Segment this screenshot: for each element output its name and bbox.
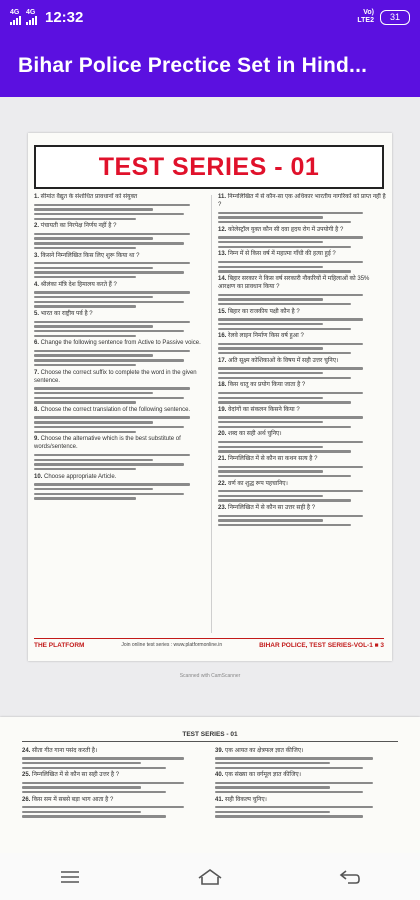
option-line xyxy=(22,767,166,769)
option-line xyxy=(22,782,184,784)
question-number: 14. xyxy=(218,275,229,282)
option-line xyxy=(215,762,330,764)
option-line xyxy=(34,454,190,456)
battery-icon xyxy=(380,10,410,25)
question-text: निम्न में से किस वर्ष में महात्मा गाँधी की हत्या हुई ? xyxy=(228,251,336,258)
option-line xyxy=(218,236,363,238)
option-line xyxy=(218,347,323,349)
option-line xyxy=(218,475,351,477)
option-line xyxy=(34,305,136,307)
option-line xyxy=(34,497,136,499)
question-item xyxy=(34,473,204,500)
questions-left-column xyxy=(34,193,204,633)
option-line xyxy=(34,416,190,418)
question-item xyxy=(34,310,204,337)
question-text: एक आयत का क्षेत्रफल ज्ञात कीजिए। xyxy=(225,748,304,754)
option-line xyxy=(218,426,351,428)
question-number: 16. xyxy=(218,333,229,340)
question-text: पंचायती का निरपेक्ष निर्णय नहीं है ? xyxy=(40,223,117,230)
option-line xyxy=(218,328,351,330)
option-line xyxy=(218,397,323,399)
footer-brand: THE PLATFORM xyxy=(34,641,85,649)
option-line xyxy=(22,815,166,817)
option-line xyxy=(218,318,363,320)
option-line xyxy=(218,441,363,443)
page2-header: TEST SERIES - 01 xyxy=(182,731,238,738)
option-line xyxy=(218,303,351,305)
option-line xyxy=(34,218,136,220)
question-item xyxy=(34,369,204,404)
option-line xyxy=(218,377,351,379)
option-line xyxy=(218,499,351,501)
option-line xyxy=(34,401,136,403)
option-line xyxy=(34,392,153,394)
column-divider xyxy=(211,195,212,633)
question-text: सीता गीत गाना पसंद करती है। xyxy=(32,748,98,754)
footer-series: BIHAR POLICE, TEST SERIES-VOL-1 ■ 3 xyxy=(259,641,384,649)
questions-right-column xyxy=(218,193,388,633)
option-line xyxy=(215,811,330,813)
option-line xyxy=(215,757,373,759)
option-line xyxy=(34,483,190,485)
page2-rule xyxy=(22,741,398,742)
question-number: 17. xyxy=(218,357,229,364)
option-line xyxy=(34,364,136,366)
option-line xyxy=(34,301,184,303)
option-line xyxy=(22,806,184,808)
option-line xyxy=(34,291,190,293)
page2-right-column xyxy=(215,747,395,820)
question-text: Choose the correct translation of the following sentence. xyxy=(40,406,191,413)
volte-top: Vo) xyxy=(363,9,374,16)
question-number: 5. xyxy=(34,311,41,317)
test-series-banner xyxy=(34,145,384,189)
network-type-1: 4G xyxy=(10,9,20,16)
option-line xyxy=(218,352,351,354)
question-item xyxy=(218,455,388,477)
page-footer xyxy=(34,638,384,651)
option-line xyxy=(218,216,323,218)
question-text: किस सम में सबसे बड़ा भाग आता है ? xyxy=(32,796,114,803)
option-line xyxy=(218,421,323,423)
option-line xyxy=(34,426,184,428)
question-text: रेलवे लाइन निर्माण किस वर्ष हुआ ? xyxy=(228,333,304,340)
question-item xyxy=(218,504,388,526)
question-text: Choose the correct suffix to complete the word in the given sentence. xyxy=(34,369,197,384)
question-number: 11. xyxy=(218,194,228,200)
question-number: 8. xyxy=(34,406,41,413)
question-number: 9. xyxy=(34,436,41,443)
question-number: 40. xyxy=(215,772,226,779)
option-line xyxy=(215,767,363,769)
option-line xyxy=(218,246,351,248)
option-line xyxy=(218,261,363,263)
question-number: 24. xyxy=(22,748,33,754)
question-item xyxy=(22,747,202,769)
option-line xyxy=(218,343,363,345)
question-item xyxy=(218,193,388,223)
option-line xyxy=(34,493,184,495)
question-number: 26. xyxy=(22,796,33,803)
option-line xyxy=(218,372,323,374)
question-item xyxy=(218,308,388,330)
question-text: निम्नलिखित में से कौन सा सही उत्तर है ? xyxy=(32,772,120,779)
option-line xyxy=(34,247,136,249)
question-text: बिहार का राजकीय पक्षी कौन है ? xyxy=(228,308,300,315)
option-line xyxy=(215,786,330,788)
option-line xyxy=(34,431,136,433)
question-item xyxy=(34,222,204,249)
question-number: 23. xyxy=(218,505,229,512)
option-line xyxy=(218,367,363,369)
option-line xyxy=(34,459,153,461)
question-number: 4. xyxy=(34,281,41,288)
question-number: 21. xyxy=(218,456,229,463)
status-bar xyxy=(0,0,420,34)
back-button[interactable] xyxy=(330,862,370,892)
option-line xyxy=(215,791,363,793)
question-item xyxy=(218,480,388,502)
option-line xyxy=(34,262,190,264)
option-line xyxy=(218,524,351,526)
question-text: Change the following sentence from Active to Passive voice. xyxy=(40,340,201,347)
question-number: 22. xyxy=(218,480,229,487)
recents-button[interactable] xyxy=(50,862,90,892)
option-line xyxy=(22,791,166,793)
question-item xyxy=(218,357,388,379)
option-line xyxy=(218,470,323,472)
question-item xyxy=(34,339,204,366)
question-item xyxy=(22,796,202,818)
question-item xyxy=(34,252,204,279)
question-text: सीमांत वैद्युत के संशोधित प्रावधानों को संयुक्त xyxy=(40,194,138,200)
back-icon xyxy=(338,868,362,886)
question-item xyxy=(22,771,202,793)
status-time: 12:32 xyxy=(45,8,84,26)
question-text: श्रीलंका मंत्रि देश हिमालय करते हैं ? xyxy=(40,281,117,288)
option-line xyxy=(22,757,184,759)
question-text: निम्नलिखित में से कौन सा कथन सत्य है ? xyxy=(228,456,318,463)
footer-website: Join online test series : www.platformonline.in xyxy=(121,642,223,648)
home-button[interactable] xyxy=(190,862,230,892)
question-item xyxy=(215,747,395,769)
option-line xyxy=(22,811,141,813)
question-number: 10. xyxy=(34,473,45,480)
volte-bottom: LTE2 xyxy=(357,17,374,24)
question-text: किसने निम्नलिखित किस लिए शुरू किया था ? xyxy=(40,252,140,259)
question-item xyxy=(215,771,395,793)
option-line xyxy=(218,416,363,418)
pdf-viewer[interactable] xyxy=(0,97,420,853)
option-line xyxy=(34,213,184,215)
option-line xyxy=(218,392,363,394)
question-item xyxy=(34,193,204,220)
question-number: 15. xyxy=(218,308,229,315)
option-line xyxy=(34,387,190,389)
option-line xyxy=(34,397,184,399)
question-number: 19. xyxy=(218,406,229,413)
question-number: 13. xyxy=(218,251,229,258)
question-text: किस धातु का प्रयोग किया जाता है ? xyxy=(228,382,306,389)
question-number: 3. xyxy=(34,252,41,259)
question-number: 39. xyxy=(215,748,226,754)
signal-2-icon xyxy=(26,9,37,25)
question-item xyxy=(218,332,388,354)
question-text: वेदांगों का संकलन किसने किया ? xyxy=(228,406,300,413)
option-line xyxy=(34,468,136,470)
banner-title: TEST SERIES - 01 xyxy=(98,152,320,181)
question-item xyxy=(218,275,388,305)
option-line xyxy=(34,488,153,490)
question-text: कोलेस्ट्रॉल युक्त कौन सी दवा हृदय रोग में उपयोगी है ? xyxy=(228,226,344,233)
app-title: Bihar Police Prectice Set in Hind... xyxy=(18,53,368,77)
option-line xyxy=(34,271,184,273)
question-text: Choose appropriate Article. xyxy=(44,473,117,480)
option-line xyxy=(215,806,373,808)
option-line xyxy=(218,298,323,300)
question-text: सही विकल्प चुनिए। xyxy=(225,796,267,803)
option-line xyxy=(34,233,190,235)
option-line xyxy=(218,266,323,268)
question-text: एक संख्या का वर्गमूल ज्ञात कीजिए। xyxy=(225,772,301,779)
option-line xyxy=(218,446,323,448)
question-text: निम्नलिखित में से कौन सा उत्तर सही है ? xyxy=(228,505,316,512)
option-line xyxy=(218,221,351,223)
option-line xyxy=(34,296,153,298)
option-line xyxy=(218,515,363,517)
option-line xyxy=(34,267,153,269)
option-line xyxy=(34,354,153,356)
question-number: 6. xyxy=(34,340,41,347)
document-page-2[interactable] xyxy=(0,717,420,853)
question-text: अति सूक्ष्म कोशिकाओं के विषय में सही उत्तर चुनिए। xyxy=(228,357,339,364)
question-text: Choose the alternative which is the best substitute of words/sentence. xyxy=(34,436,181,451)
option-line xyxy=(34,208,153,210)
question-item xyxy=(218,250,388,272)
option-line xyxy=(34,421,153,423)
option-line xyxy=(34,335,136,337)
option-line xyxy=(34,276,136,278)
question-text: वर्ण का शुद्ध रूप पहचानिए। xyxy=(228,480,288,487)
option-line xyxy=(215,782,373,784)
signal-1-icon xyxy=(10,9,21,25)
question-item xyxy=(34,435,204,470)
question-number: 7. xyxy=(34,369,41,376)
option-line xyxy=(34,237,153,239)
question-number: 1. xyxy=(34,194,41,200)
question-text: भारत का राष्ट्रीय पर्व है ? xyxy=(40,311,93,317)
option-line xyxy=(218,490,363,492)
option-line xyxy=(218,241,323,243)
option-line xyxy=(218,294,363,296)
option-line xyxy=(218,212,363,214)
question-text: बिहार सरकार ने किस वर्ष सरकारी नौकरियों में महिलाओं को 35% आरक्षण का प्रावधान किया ? xyxy=(218,275,370,291)
option-line xyxy=(34,325,153,327)
option-line xyxy=(22,786,141,788)
battery-level: 31 xyxy=(389,11,400,22)
option-line xyxy=(34,350,190,352)
question-number: 12. xyxy=(218,226,229,233)
option-line xyxy=(218,401,351,403)
scan-watermark: Scanned with CamScanner xyxy=(179,673,241,679)
question-item xyxy=(215,796,395,818)
question-item xyxy=(34,406,204,433)
option-line xyxy=(34,330,184,332)
app-bar xyxy=(0,34,420,97)
question-item xyxy=(218,406,388,428)
recents-icon xyxy=(58,869,82,885)
option-line xyxy=(34,463,184,465)
option-line xyxy=(218,466,363,468)
navigation-bar xyxy=(0,853,420,900)
option-line xyxy=(34,242,184,244)
volte-indicator xyxy=(357,9,374,25)
option-line xyxy=(22,762,141,764)
question-number: 18. xyxy=(218,382,229,389)
network-type-2: 4G xyxy=(26,9,36,16)
option-line xyxy=(218,323,323,325)
option-line xyxy=(218,270,351,272)
option-line xyxy=(34,321,190,323)
question-number: 2. xyxy=(34,223,41,230)
question-item xyxy=(218,430,388,452)
question-number: 20. xyxy=(218,431,229,438)
question-number: 41. xyxy=(215,796,226,803)
option-line xyxy=(34,204,190,206)
option-line xyxy=(218,450,351,452)
document-page-1[interactable] xyxy=(28,133,392,661)
question-item xyxy=(34,281,204,308)
question-item xyxy=(218,381,388,403)
page2-left-column xyxy=(22,747,202,820)
option-line xyxy=(215,815,363,817)
question-text: शब्द का सही अर्थ चुनिए। xyxy=(228,431,282,438)
question-item xyxy=(218,226,388,248)
home-icon xyxy=(196,867,224,887)
question-text: निम्नलिखित में से कौन-सा एक अधिकार भारतीय नागरिकों को प्राप्त नहीं है ? xyxy=(218,194,386,209)
option-line xyxy=(34,359,184,361)
option-line xyxy=(218,519,323,521)
question-number: 25. xyxy=(22,772,33,779)
option-line xyxy=(218,495,323,497)
